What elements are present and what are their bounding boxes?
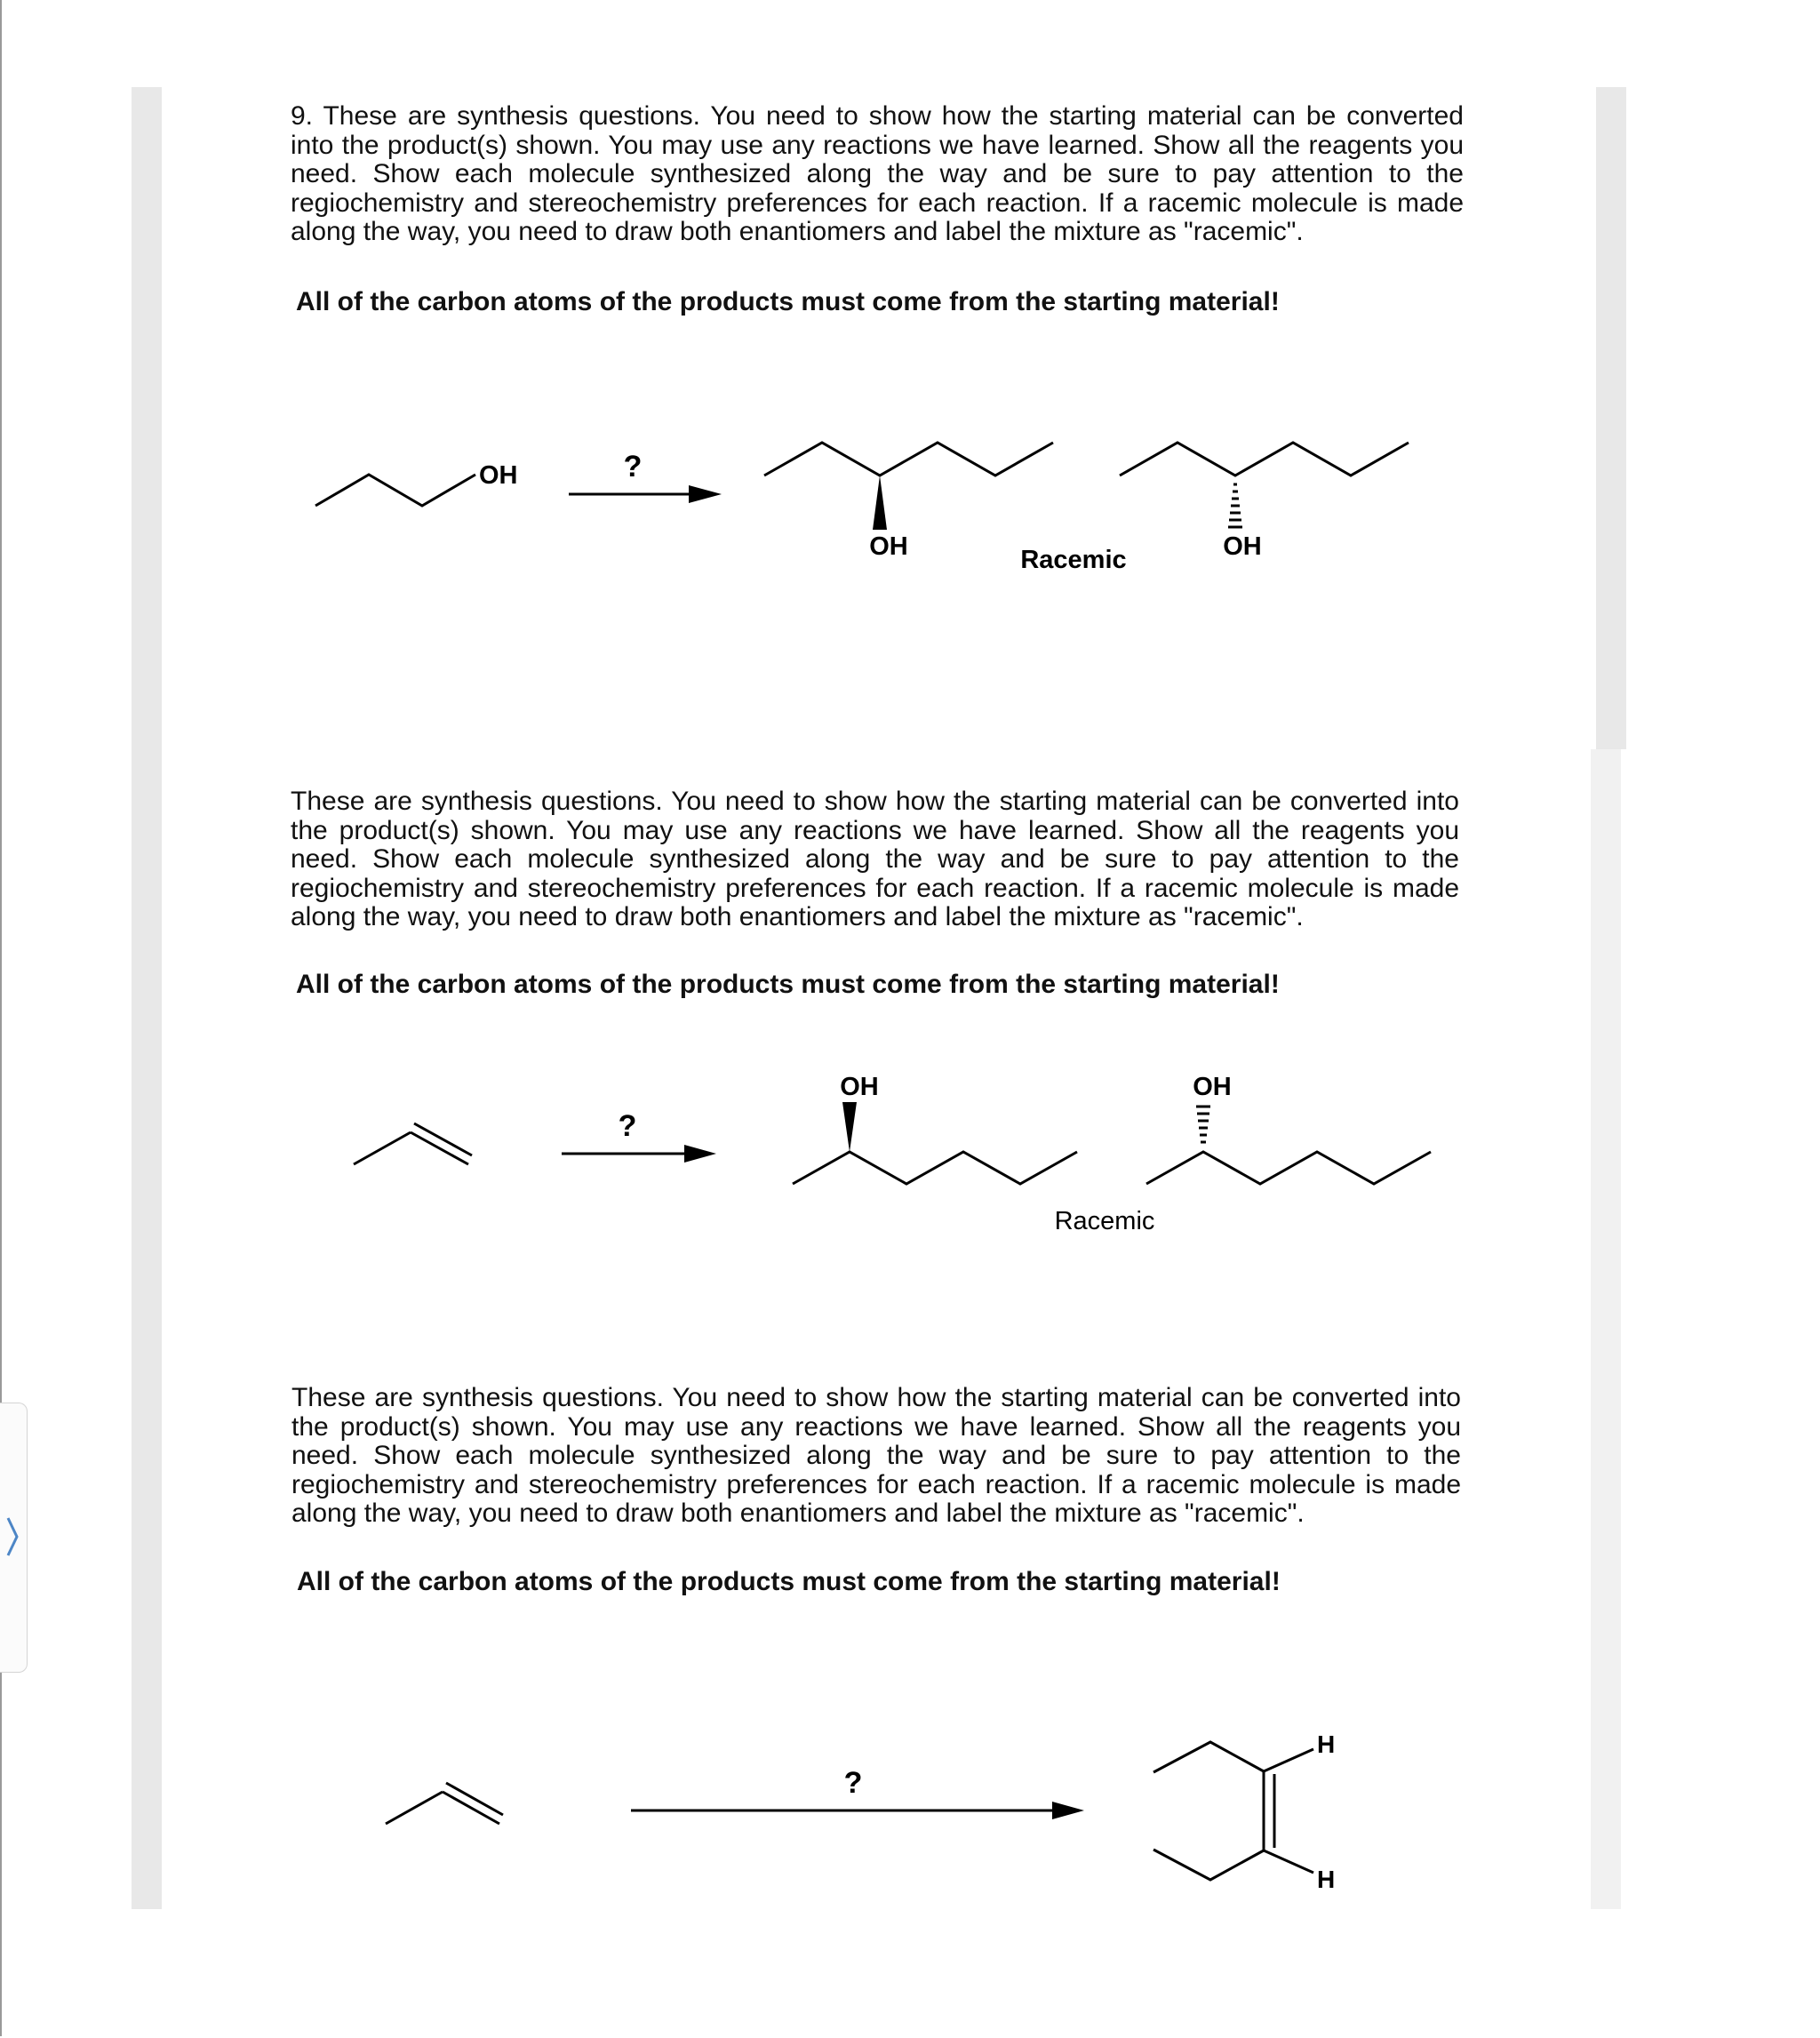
product-1a-wedge-bond	[873, 476, 887, 530]
problem-2-instructions: These are synthesis questions. You need to show how the starting material can be converted into the product(s) shown. You may use any reactions we have learned. Show all the reagents you need. Show each molecule synthesized along the way and be sure to pay attention to the regiochemistry and stereochemistry preferences for each reaction. If a racemic molecule is made along the way, you need to draw both enantiomers and label the mixture as "racemic".	[291, 787, 1459, 931]
product-3-h-bond-bottom	[1264, 1850, 1313, 1873]
problem-1-instructions: 9. These are synthesis questions. You need to show how the starting material can be converted into the product(s) shown. You may use any reactions we have learned. Show all the reagents you need. Show each molecule synthesized along the way and be sure to pay attention to the regiochemistry and stereochemistry preferences for each reaction. If a racemic molecule is made along the way, you need to draw both enantiomers and label the mixture as "racemic".	[291, 101, 1464, 246]
sidebar-toggle-tab[interactable]	[0, 1403, 28, 1673]
product-3-h-bond-top	[1264, 1749, 1313, 1771]
product-2b-skeleton	[1146, 1152, 1431, 1184]
chevron-right-icon	[5, 1515, 20, 1558]
page-edge-left	[132, 87, 162, 1909]
problem-1-scheme	[0, 409, 1820, 595]
start-oh-label: OH	[479, 461, 518, 490]
product-1b-skeleton	[1120, 443, 1409, 476]
product-2a-skeleton	[793, 1152, 1077, 1184]
product-h-label: H	[1317, 1730, 1336, 1758]
product-2b-hash-bond	[1196, 1107, 1210, 1142]
problem-2-note: All of the carbon atoms of the products must come from the starting material!	[296, 970, 1280, 999]
arrow-question-label: ?	[843, 1766, 863, 1800]
problem-1-note: All of the carbon atoms of the products must come from the starting material!	[296, 287, 1280, 316]
arrow-question-label: ?	[623, 450, 643, 484]
propanol-skeleton	[315, 475, 475, 506]
product-oh-label: OH	[1223, 532, 1262, 561]
propene-single-bond	[386, 1792, 443, 1824]
propene-single-bond	[354, 1132, 411, 1164]
problem-3-scheme	[0, 1715, 1820, 1911]
product-oh-label: OH	[1193, 1073, 1232, 1101]
problem-3-note: All of the carbon atoms of the products must come from the starting material!	[297, 1567, 1281, 1596]
racemic-label: Racemic	[1054, 1207, 1155, 1235]
arrow-question-label: ?	[618, 1109, 637, 1143]
product-h-label: H	[1317, 1866, 1336, 1893]
product-1b-hash-bond	[1228, 484, 1242, 527]
product-oh-label: OH	[840, 1073, 879, 1101]
racemic-label: Racemic	[1020, 546, 1127, 574]
product-oh-label: OH	[869, 532, 908, 561]
reaction-2-arrowhead	[684, 1145, 716, 1163]
product-1a-skeleton	[764, 443, 1053, 476]
product-2a-wedge-bond	[842, 1102, 857, 1152]
reaction-1-arrowhead	[689, 485, 722, 503]
problem-3-instructions: These are synthesis questions. You need to show how the starting material can be converted into the product(s) shown. You may use any reactions we have learned. Show all the reagents you need. Show each molecule synthesized along the way and be sure to pay attention to the regiochemistry and stereochemistry preferences for each reaction. If a racemic molecule is made along the way, you need to draw both enantiomers and label the mixture as "racemic".	[291, 1383, 1461, 1528]
reaction-3-arrowhead	[1052, 1802, 1084, 1819]
problem-2-scheme	[0, 1058, 1820, 1253]
product-3-upper-ethyl	[1153, 1742, 1264, 1772]
product-3-lower-ethyl	[1153, 1850, 1264, 1880]
